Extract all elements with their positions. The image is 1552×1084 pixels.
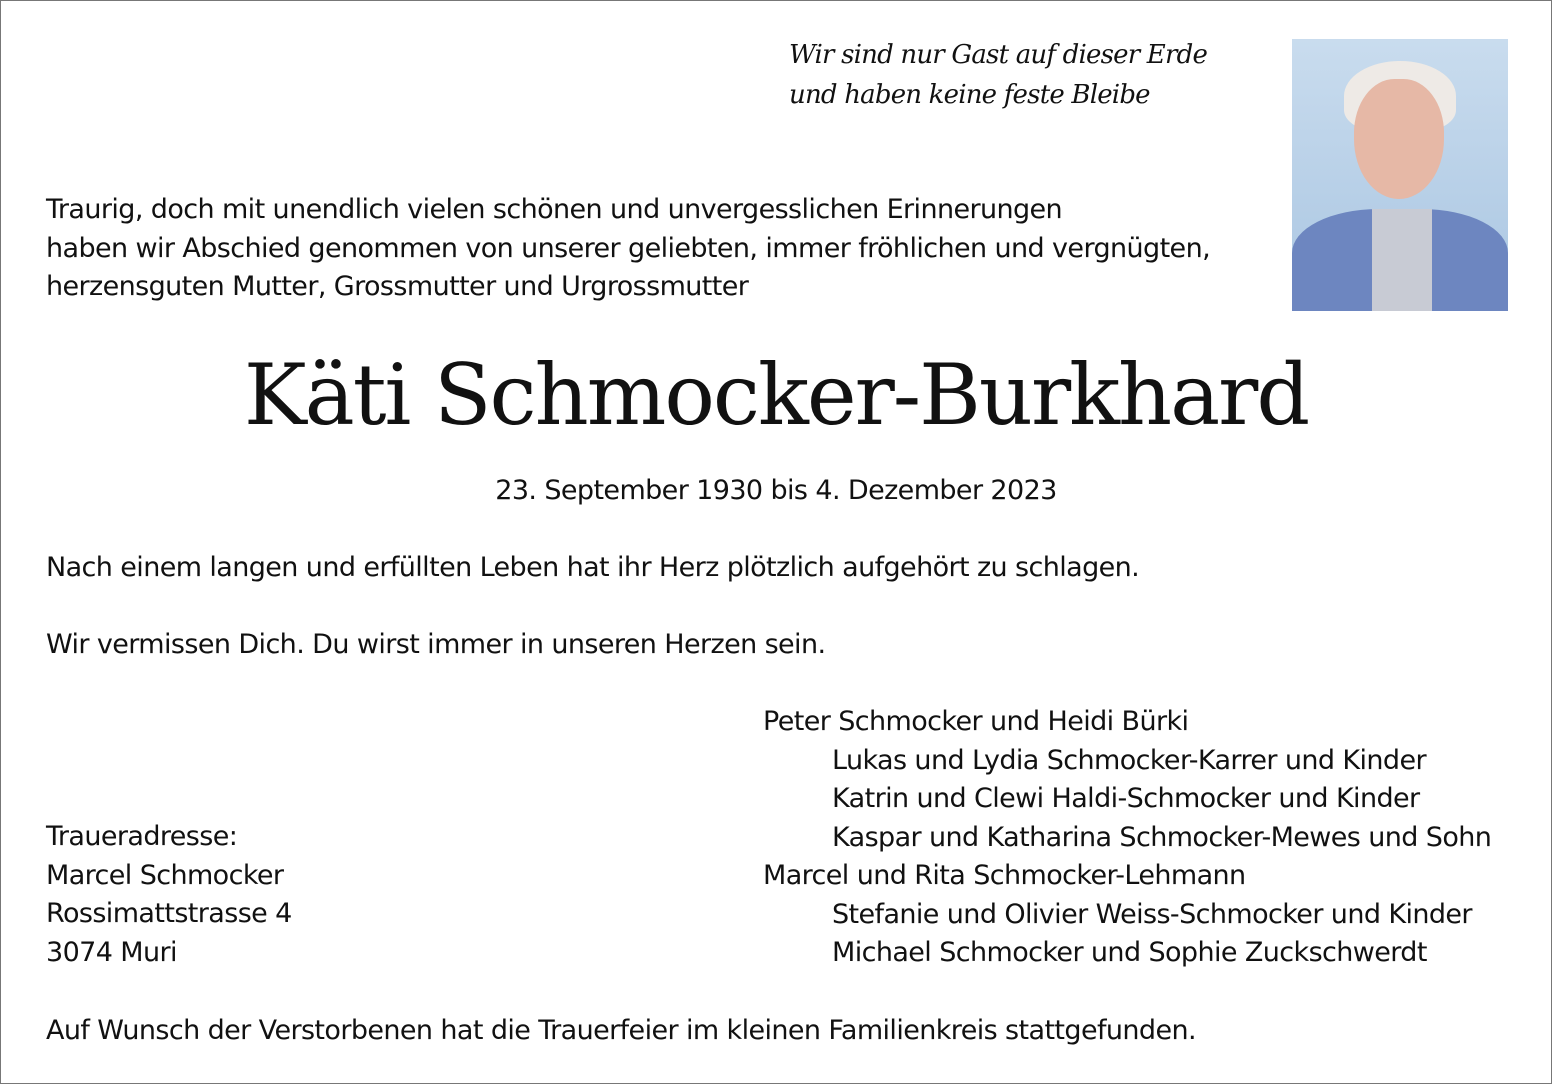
- text-line: Nach einem langen und erfüllten Leben hat ihr Herz plötzlich aufgehört zu schlagen.: [46, 552, 1140, 583]
- family-list: [763, 703, 1491, 973]
- mourning-address: [46, 818, 292, 972]
- address-line: Rossimattstrasse 4: [46, 898, 292, 929]
- family-member: Peter Schmocker und Heidi Bürki: [763, 706, 1189, 737]
- family-member: Marcel und Rita Schmocker-Lehmann: [763, 860, 1246, 891]
- family-member: Katrin und Clewi Haldi-Schmocker und Kinder: [832, 783, 1420, 814]
- address-line: 3074 Muri: [46, 936, 177, 968]
- motto-line: und haben keine feste Bleibe: [789, 80, 1150, 110]
- intro-line: Traurig, doch mit unendlich vielen schönen und unvergesslichen Erinnerungen: [46, 194, 1063, 225]
- intro-line: herzensguten Mutter, Grossmutter und Urgrossmutter: [46, 271, 749, 302]
- motto: [789, 35, 1207, 115]
- motto-line: Wir sind nur Gast auf dieser Erde: [789, 40, 1208, 70]
- life-dates: 23. September 1930 bis 4. Dezember 2023: [495, 475, 1057, 506]
- text-line: Wir vermissen Dich. Du wirst immer in unseren Herzen sein.: [46, 629, 826, 660]
- address-line: Traueradresse:: [46, 821, 238, 852]
- intro-text: [46, 191, 1210, 307]
- family-member: Michael Schmocker und Sophie Zuckschwerdt: [832, 937, 1427, 968]
- family-member: Lukas und Lydia Schmocker-Karrer und Kinder: [832, 744, 1426, 776]
- intro-line: haben wir Abschied genommen von unserer geliebten, immer fröhlichen und vergnügten,: [46, 232, 1211, 264]
- closing-text: Auf Wunsch der Verstorbenen hat die Trauerfeier im kleinen Familienkreis stattgefunden.: [46, 1015, 1196, 1046]
- family-member: Stefanie und Olivier Weiss-Schmocker und Kinder: [832, 898, 1472, 930]
- deceased-name: Käti Schmocker-Burkhard: [243, 346, 1309, 444]
- portrait-photo: [1292, 39, 1508, 311]
- address-line: Marcel Schmocker: [46, 859, 284, 891]
- family-member: Kaspar und Katharina Schmocker-Mewes und Sohn: [832, 821, 1492, 853]
